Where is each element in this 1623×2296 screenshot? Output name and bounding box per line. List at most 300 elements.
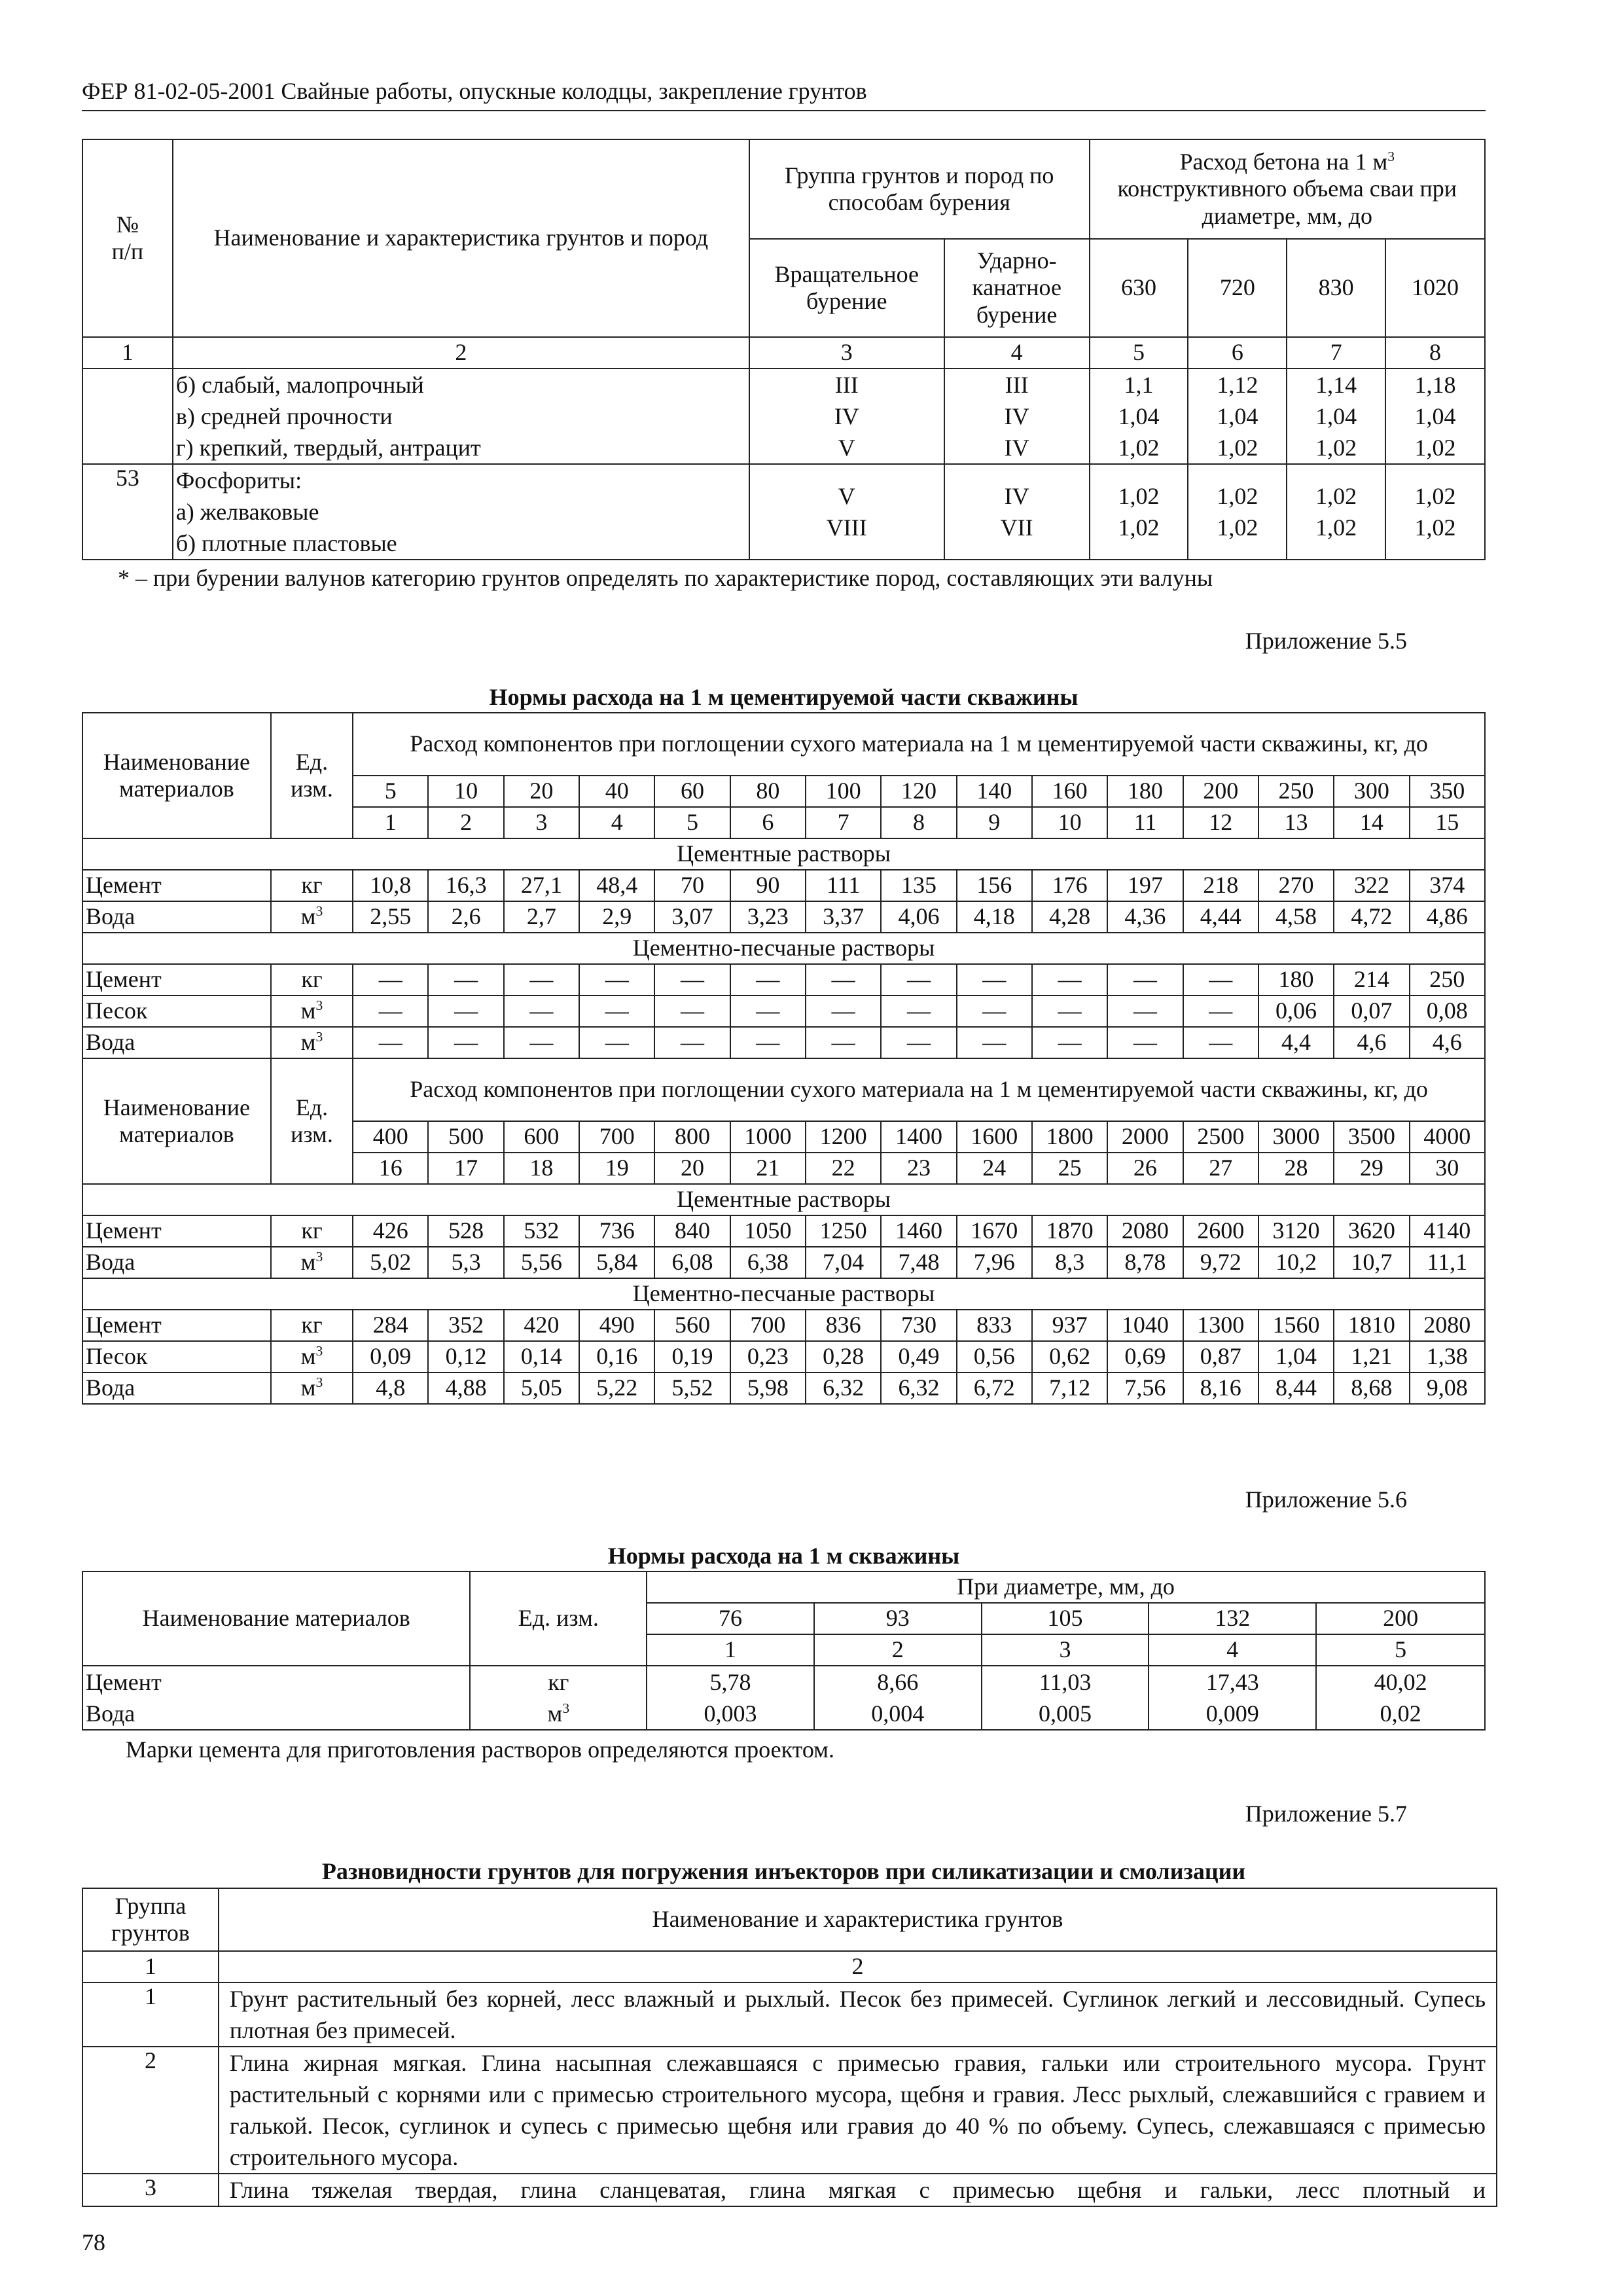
soil-groups-table	[82, 139, 1486, 560]
value: 180	[1258, 964, 1334, 996]
value-d830	[1287, 368, 1385, 464]
absorption-value: 160	[1032, 776, 1107, 807]
material-name: Цемент	[82, 964, 271, 996]
value	[647, 1666, 814, 1730]
unit: кг	[271, 870, 353, 901]
value: —	[504, 964, 579, 996]
value: 4,18	[957, 901, 1032, 933]
column-number: 16	[353, 1153, 428, 1184]
column-number: 22	[806, 1153, 881, 1184]
absorption-value: 1800	[1032, 1121, 1107, 1153]
value: 426	[353, 1215, 428, 1247]
header-rotary-drilling: Вращательное бурение	[749, 239, 944, 337]
table-row	[82, 1310, 1485, 1341]
value: 70	[654, 870, 730, 901]
absorption-value: 200	[1183, 776, 1258, 807]
column-number: 5	[1316, 1634, 1485, 1666]
table-row	[82, 2174, 1497, 2206]
value: 2,55	[353, 901, 428, 933]
value-d720	[1188, 368, 1287, 464]
value: 9,72	[1183, 1247, 1258, 1278]
value: 736	[579, 1215, 654, 1247]
value: 0,49	[881, 1341, 956, 1372]
value: 1050	[730, 1215, 806, 1247]
value: —	[428, 996, 503, 1027]
value: —	[957, 964, 1032, 996]
column-number: 6	[730, 807, 806, 838]
value: 6,08	[654, 1247, 730, 1278]
column-number: 3	[982, 1634, 1149, 1666]
value: 1810	[1334, 1310, 1409, 1341]
absorption-value: 600	[504, 1121, 579, 1153]
value: 8,16	[1183, 1372, 1258, 1404]
column-number: 4	[944, 337, 1090, 368]
table-row	[82, 901, 1485, 933]
table2-title: Нормы расхода на 1 м цементируемой части скважины	[489, 684, 1079, 710]
table-row	[82, 1982, 1497, 2047]
table-row	[82, 1027, 1485, 1058]
value: —	[1032, 964, 1107, 996]
column-number: 10	[1032, 807, 1107, 838]
value: —	[1032, 996, 1107, 1027]
appendix-5-7-label: Приложение 5.7	[1245, 1801, 1407, 1827]
cell-line: 0,004	[871, 1700, 925, 1727]
cell-line: 1,02	[1118, 435, 1160, 461]
cell-line: 1,04	[1118, 403, 1160, 429]
value: —	[1183, 964, 1258, 996]
absorption-value: 100	[806, 776, 881, 807]
value: 218	[1183, 870, 1258, 901]
cell-line: 1,02	[1315, 483, 1357, 509]
soil-group: 1	[82, 1982, 219, 2047]
value: 9,08	[1410, 1372, 1485, 1404]
value: 4,36	[1107, 901, 1183, 933]
value: 3120	[1258, 1215, 1334, 1247]
value-g1	[749, 464, 944, 560]
row-number: 53	[82, 464, 173, 560]
absorption-value: 1400	[881, 1121, 956, 1153]
section-title: Цементно-песчаные растворы	[82, 933, 1485, 964]
unit: $м^3$	[271, 1372, 353, 1404]
column-number: 25	[1032, 1153, 1107, 1184]
cell-line: 1,04	[1315, 403, 1357, 429]
unit: $м^3$	[271, 901, 353, 933]
absorption-value: 10	[428, 776, 503, 807]
column-number: 20	[654, 1153, 730, 1184]
cell-line: 1,02	[1118, 483, 1160, 509]
unit: кг	[271, 964, 353, 996]
value: —	[504, 996, 579, 1027]
cell-line: 1,02	[1217, 514, 1258, 541]
column-number: 4	[1149, 1634, 1316, 1666]
unit: кг	[271, 1215, 353, 1247]
column-number: 1	[82, 337, 173, 368]
value: 7,04	[806, 1247, 881, 1278]
absorption-value: 3000	[1258, 1121, 1334, 1153]
value: 1300	[1183, 1310, 1258, 1341]
value: 1,04	[1258, 1341, 1334, 1372]
value: 2080	[1410, 1310, 1485, 1341]
value: 833	[957, 1310, 1032, 1341]
value: 5,56	[504, 1247, 579, 1278]
column-number: 2	[814, 1634, 982, 1666]
absorption-value: 400	[353, 1121, 428, 1153]
column-number: 24	[957, 1153, 1032, 1184]
cell-line: 17,43	[1205, 1669, 1259, 1695]
value: 48,4	[579, 870, 654, 901]
value: 937	[1032, 1310, 1107, 1341]
value: —	[730, 964, 806, 996]
value: 90	[730, 870, 806, 901]
header-soil-name: Наименование и характеристика грунтов	[219, 1888, 1497, 1951]
cell-line: IV	[1004, 483, 1029, 509]
value: —	[579, 996, 654, 1027]
value: 16,3	[428, 870, 503, 901]
value: 700	[730, 1310, 806, 1341]
material-name: Песок	[82, 996, 271, 1027]
cell-line: V	[838, 435, 855, 461]
value: 374	[1410, 870, 1485, 901]
value: 4,28	[1032, 901, 1107, 933]
absorption-value: 1000	[730, 1121, 806, 1153]
header-material: Наименование материалов	[82, 1058, 271, 1184]
unit: $м^3$	[271, 1247, 353, 1278]
value	[1149, 1666, 1316, 1730]
cell-line: 40,02	[1374, 1669, 1427, 1695]
cell-line: IV	[1004, 435, 1029, 461]
value: 4,06	[881, 901, 956, 933]
column-number: 9	[957, 807, 1032, 838]
value	[1316, 1666, 1485, 1730]
value	[982, 1666, 1149, 1730]
value: —	[1107, 964, 1183, 996]
cell-line: в) средней прочности	[175, 403, 393, 429]
column-number: 5	[654, 807, 730, 838]
cell-line: б) слабый, малопрочный	[175, 372, 424, 398]
value: 730	[881, 1310, 956, 1341]
unit	[470, 1666, 647, 1730]
value: 6,32	[881, 1372, 956, 1404]
value: 5,05	[504, 1372, 579, 1404]
column-number: 7	[806, 807, 881, 838]
soil-varieties-table	[82, 1888, 1497, 2207]
value: 5,02	[353, 1247, 428, 1278]
column-number: 2	[428, 807, 503, 838]
value: 1,21	[1334, 1341, 1409, 1372]
value: 5,84	[579, 1247, 654, 1278]
header-unit: Ед. изм.	[271, 1058, 353, 1184]
diameter-header: 830	[1287, 239, 1385, 337]
value: —	[654, 996, 730, 1027]
value: 0,23	[730, 1341, 806, 1372]
page-header: ФЕР 81-02-05-2001 Свайные работы, опускные колодцы, закрепление грунтов	[82, 77, 1486, 111]
value: 7,48	[881, 1247, 956, 1278]
value: 8,68	[1334, 1372, 1409, 1404]
absorption-value: 2500	[1183, 1121, 1258, 1153]
cement-consumption-table	[82, 712, 1486, 1405]
material-name	[82, 1666, 470, 1730]
table-row	[82, 964, 1485, 996]
value: —	[806, 996, 881, 1027]
value: 5,3	[428, 1247, 503, 1278]
absorption-value: 5	[353, 776, 428, 807]
value: 0,06	[1258, 996, 1334, 1027]
column-number: 17	[428, 1153, 503, 1184]
value: 6,72	[957, 1372, 1032, 1404]
cell-line: 1,02	[1315, 435, 1357, 461]
cell-line: V	[838, 483, 855, 509]
value: 4,86	[1410, 901, 1485, 933]
table3-title: Нормы расхода на 1 м скважины	[607, 1543, 960, 1569]
value: 4140	[1410, 1215, 1485, 1247]
column-number: 28	[1258, 1153, 1334, 1184]
absorption-value: 60	[654, 776, 730, 807]
cell-line: б) плотные пластовые	[175, 530, 397, 556]
column-number: 30	[1410, 1153, 1485, 1184]
value: —	[730, 1027, 806, 1058]
cell-line: г) крепкий, твердый, антрацит	[175, 435, 481, 461]
value: 10,8	[353, 870, 428, 901]
soil-name	[173, 368, 749, 464]
column-number: 15	[1410, 807, 1485, 838]
value: 11,1	[1410, 1247, 1485, 1278]
absorption-value: 350	[1410, 776, 1485, 807]
value: 2,9	[579, 901, 654, 933]
value: 4,8	[353, 1372, 428, 1404]
value: —	[730, 996, 806, 1027]
cell-line: кг	[548, 1669, 569, 1695]
page-number: 78	[82, 2229, 105, 2255]
value: 5,22	[579, 1372, 654, 1404]
column-number: 14	[1334, 807, 1409, 838]
cell-line: IV	[1004, 403, 1029, 429]
column-number: 1	[353, 807, 428, 838]
value: —	[881, 964, 956, 996]
cell-line: а) желваковые	[175, 499, 319, 525]
unit: кг	[271, 1310, 353, 1341]
cell-line: 0,009	[1205, 1700, 1259, 1727]
cell-line: 1,02	[1414, 483, 1456, 509]
value: 6,32	[806, 1372, 881, 1404]
unit: $м^3$	[271, 996, 353, 1027]
cell-line: 1,12	[1217, 372, 1258, 398]
value: 7,12	[1032, 1372, 1107, 1404]
header-unit: Ед. изм.	[271, 713, 353, 838]
value: —	[1107, 996, 1183, 1027]
section-title: Цементные растворы	[82, 1184, 1485, 1215]
soil-group: 2	[82, 2047, 219, 2174]
diameter-value: 132	[1149, 1603, 1316, 1634]
header-diameter: При диаметре, мм, до	[647, 1571, 1485, 1603]
value: 8,78	[1107, 1247, 1183, 1278]
value: 0,87	[1183, 1341, 1258, 1372]
cell-line: 1,02	[1217, 435, 1258, 461]
diameter-header: 630	[1090, 239, 1188, 337]
value: 0,62	[1032, 1341, 1107, 1372]
value: 0,28	[806, 1341, 881, 1372]
appendix-5-5-label: Приложение 5.5	[1245, 628, 1407, 654]
header-concrete-consumption: Расход бетона на 1 $м^3$ конструктивного объема сваи при диаметре, мм, до	[1090, 139, 1485, 239]
value: 5,52	[654, 1372, 730, 1404]
value: 135	[881, 870, 956, 901]
value: 8,44	[1258, 1372, 1334, 1404]
value: —	[957, 1027, 1032, 1058]
value: 7,56	[1107, 1372, 1183, 1404]
absorption-value: 120	[881, 776, 956, 807]
value: —	[806, 1027, 881, 1058]
value: 4,44	[1183, 901, 1258, 933]
diameter-header: 720	[1188, 239, 1287, 337]
cell-line: VIII	[826, 514, 867, 541]
value: 4,88	[428, 1372, 503, 1404]
value: —	[353, 996, 428, 1027]
diameter-header: 1020	[1385, 239, 1485, 337]
table-row	[82, 1247, 1485, 1278]
value: 7,96	[957, 1247, 1032, 1278]
cell-line: III	[834, 372, 859, 398]
unit: $м^3$	[271, 1341, 353, 1372]
value: 420	[504, 1310, 579, 1341]
value: 4,58	[1258, 901, 1334, 933]
value: 560	[654, 1310, 730, 1341]
value: 250	[1410, 964, 1485, 996]
absorption-value: 40	[579, 776, 654, 807]
cell-line: 1,04	[1217, 403, 1258, 429]
diameter-value: 200	[1316, 1603, 1485, 1634]
column-number: 2	[173, 337, 749, 368]
value: 3,07	[654, 901, 730, 933]
header-material: Наименование материалов	[82, 713, 271, 838]
value: 156	[957, 870, 1032, 901]
column-number: 18	[504, 1153, 579, 1184]
absorption-value: 20	[504, 776, 579, 807]
header-soil-name: Наименование и характеристика грунтов и пород	[173, 139, 749, 337]
absorption-value: 4000	[1410, 1121, 1485, 1153]
row-number	[82, 368, 173, 464]
material-name: Цемент	[82, 1215, 271, 1247]
value: —	[1183, 1027, 1258, 1058]
column-number: 4	[579, 807, 654, 838]
value: 0,07	[1334, 996, 1409, 1027]
value: —	[1032, 1027, 1107, 1058]
value: 2,7	[504, 901, 579, 933]
value: 1870	[1032, 1215, 1107, 1247]
diameter-value: 105	[982, 1603, 1149, 1634]
cell-line: VII	[1000, 514, 1033, 541]
value	[814, 1666, 982, 1730]
value: 4,6	[1334, 1027, 1409, 1058]
value: —	[504, 1027, 579, 1058]
value: 10,2	[1258, 1247, 1334, 1278]
cell-line: 1,02	[1118, 514, 1160, 541]
column-number: 21	[730, 1153, 806, 1184]
value: 1560	[1258, 1310, 1334, 1341]
header-consumption: Расход компонентов при поглощении сухого материала на 1 м цементируемой части скважины, кг, до	[353, 713, 1485, 776]
column-number: 1	[647, 1634, 814, 1666]
value: 840	[654, 1215, 730, 1247]
value: —	[1107, 1027, 1183, 1058]
cell-line: 1,02	[1414, 435, 1456, 461]
cell-line: 5,78	[709, 1669, 751, 1695]
value-g2	[944, 368, 1090, 464]
cell-line: 11,03	[1039, 1669, 1092, 1695]
value: 2080	[1107, 1215, 1183, 1247]
material-name: Вода	[82, 901, 271, 933]
value-d630	[1090, 464, 1188, 560]
value: 176	[1032, 870, 1107, 901]
value: 0,19	[654, 1341, 730, 1372]
value: 0,12	[428, 1341, 503, 1372]
value: 0,08	[1410, 996, 1485, 1027]
column-number: 27	[1183, 1153, 1258, 1184]
cell-line: 1,1	[1124, 372, 1154, 398]
column-number: 8	[881, 807, 956, 838]
value: —	[881, 1027, 956, 1058]
header-number: № п/п	[82, 139, 173, 337]
table-row	[82, 2047, 1497, 2174]
value-d1020	[1385, 464, 1485, 560]
cell-line: Вода	[86, 1700, 135, 1727]
value: —	[428, 964, 503, 996]
value: 3,37	[806, 901, 881, 933]
column-number: 13	[1258, 807, 1334, 838]
value: 1040	[1107, 1310, 1183, 1341]
table-row	[82, 870, 1485, 901]
value: 284	[353, 1310, 428, 1341]
absorption-value: 1200	[806, 1121, 881, 1153]
header-material: Наименование материалов	[82, 1571, 470, 1666]
value: —	[654, 964, 730, 996]
header-unit: Ед. изм.	[470, 1571, 647, 1666]
cell-line: Фосфориты:	[175, 467, 302, 493]
cell-line: Цемент	[86, 1669, 162, 1695]
value: —	[353, 1027, 428, 1058]
table-row	[82, 1341, 1485, 1372]
absorption-value: 2000	[1107, 1121, 1183, 1153]
value: —	[654, 1027, 730, 1058]
value: 0,09	[353, 1341, 428, 1372]
cell-line: $м^3$	[547, 1700, 570, 1727]
header-consumption: Расход компонентов при поглощении сухого материала на 1 м цементируемой части скважины, кг, до	[353, 1058, 1485, 1121]
value: 10,7	[1334, 1247, 1409, 1278]
material-name: Цемент	[82, 1310, 271, 1341]
column-number: 12	[1183, 807, 1258, 838]
material-name: Вода	[82, 1027, 271, 1058]
value: 0,16	[579, 1341, 654, 1372]
column-number: 8	[1385, 337, 1485, 368]
value: 836	[806, 1310, 881, 1341]
section-title: Цементно-песчаные растворы	[82, 1278, 1485, 1310]
value: 197	[1107, 870, 1183, 901]
appendix-5-6-label: Приложение 5.6	[1245, 1486, 1407, 1513]
absorption-value: 80	[730, 776, 806, 807]
column-number: 3	[749, 337, 944, 368]
value: —	[881, 996, 956, 1027]
value: 8,3	[1032, 1247, 1107, 1278]
diameter-value: 76	[647, 1603, 814, 1634]
cell-line: 8,66	[877, 1669, 919, 1695]
cell-line: 1,02	[1315, 514, 1357, 541]
value: —	[353, 964, 428, 996]
header-drilling-group: Группа грунтов и пород по способам бурения	[749, 139, 1090, 239]
value: 27,1	[504, 870, 579, 901]
material-name: Вода	[82, 1372, 271, 1404]
absorption-value: 3500	[1334, 1121, 1409, 1153]
value: 1250	[806, 1215, 881, 1247]
absorption-value: 180	[1107, 776, 1183, 807]
value: 4,4	[1258, 1027, 1334, 1058]
soil-group: 3	[82, 2174, 219, 2206]
